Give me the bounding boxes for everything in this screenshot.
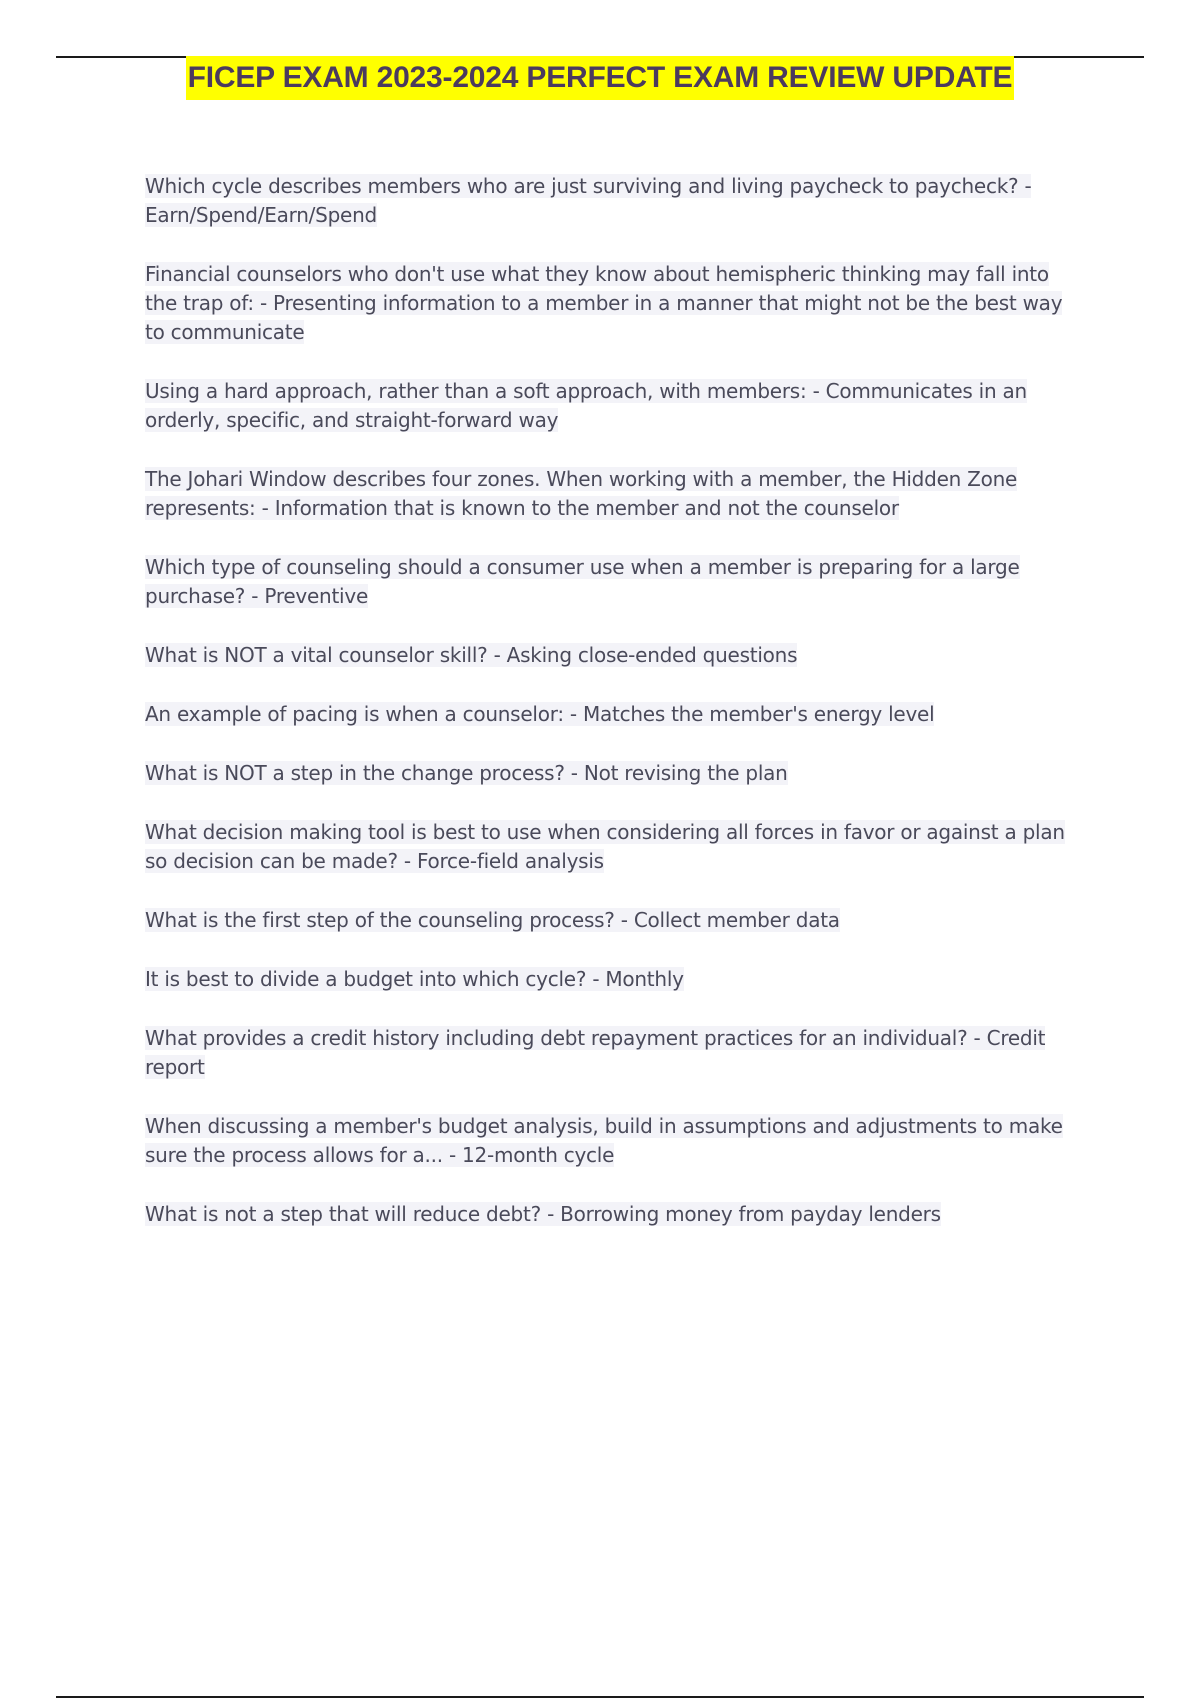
qa-text: It is best to divide a budget into which cycle? - Monthly: [145, 967, 684, 991]
qa-item: [145, 818, 1080, 876]
qa-text: Using a hard approach, rather than a soft approach, with members: - Communicates in an orderly, specific, and straight-forward way: [145, 379, 1027, 432]
page-title: FICEP EXAM 2023-2024 PERFECT EXAM REVIEW UPDATE: [186, 56, 1015, 100]
qa-text: What is not a step that will reduce debt? - Borrowing money from payday lenders: [145, 1202, 941, 1226]
qa-item: [145, 906, 1080, 935]
qa-item: [145, 700, 1080, 729]
qa-text: Which cycle describes members who are just surviving and living paycheck to paycheck? - Earn/Spend/Earn/Spend: [145, 174, 1032, 227]
qa-text: What is NOT a vital counselor skill? - Asking close-ended questions: [145, 643, 798, 667]
qa-item: [145, 1024, 1080, 1082]
qa-item: [145, 1200, 1080, 1229]
qa-text: What is NOT a step in the change process? - Not revising the plan: [145, 761, 788, 785]
qa-text: When discussing a member's budget analysis, build in assumptions and adjustments to make sure the process allows for a... - 12-month cycle: [145, 1114, 1063, 1167]
qa-item: [145, 377, 1080, 435]
qa-item: [145, 965, 1080, 994]
qa-item: [145, 553, 1080, 611]
qa-text: Which type of counseling should a consumer use when a member is preparing for a large purchase? - Preventive: [145, 555, 1020, 608]
qa-item: [145, 172, 1080, 230]
bottom-divider: [56, 1696, 1144, 1698]
qa-text: What decision making tool is best to use when considering all forces in favor or against a plan so decision can be made? - Force-field analysis: [145, 820, 1065, 873]
qa-item: [145, 641, 1080, 670]
qa-item: [145, 759, 1080, 788]
title-container: [0, 56, 1200, 100]
qa-text: What provides a credit history including debt repayment practices for an individual? - Credit report: [145, 1026, 1046, 1079]
qa-item: [145, 465, 1080, 523]
qa-text: An example of pacing is when a counselor: - Matches the member's energy level: [145, 702, 935, 726]
qa-list: [145, 172, 1080, 1259]
qa-item: [145, 1112, 1080, 1170]
qa-item: [145, 260, 1080, 347]
qa-text: What is the first step of the counseling process? - Collect member data: [145, 908, 840, 932]
qa-text: The Johari Window describes four zones. When working with a member, the Hidden Zone represents: - Information that is known to the member and not the counselor: [145, 467, 1018, 520]
qa-text: Financial counselors who don't use what they know about hemispheric thinking may fall into the trap of: - Presenting information to a member in a manner that might not be the best way to communicate: [145, 262, 1063, 344]
